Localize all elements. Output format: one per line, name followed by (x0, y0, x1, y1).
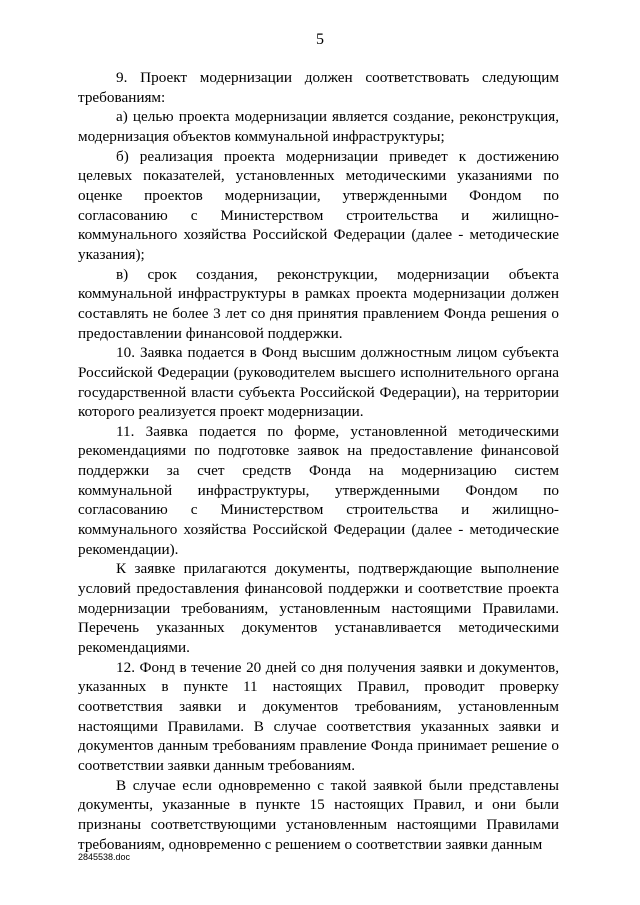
paragraph-12: 12. Фонд в течение 20 дней со дня получения заявки и документов, указанных в пункте 11 настоящих Правил, проводит проверку соответствия заявки и документов требованиям, установленным настоящими Правилами. В случае соответствия указанных заявки и документов данным требованиям правление Фонда принимает решение о соответствии заявки данным требованиям. (78, 658, 559, 774)
paragraph-11-attachments: К заявке прилагаются документы, подтверждающие выполнение условий предоставления финансовой поддержки и соответствие проекта модернизации требованиям, установленным настоящими Правилами. Перечень указанных документов устанавливается методическими рекомендациями. (78, 560, 559, 657)
paragraph-9v: в) срок создания, реконструкции, модернизации объекта коммунальной инфраструктуры в рамках проекта модернизации должен составлять не более 3 лет со дня принятия правлением Фонда решения о предоставлении финансовой поддержки. (78, 265, 559, 342)
paragraph-12-continued: В случае если одновременно с такой заявкой были представлены документы, указанные в пункте 15 настоящих Правил, и они были признаны соответствующими установленным настоящими Правилами требованиям, одновременно с решением о соответствии заявки данным (78, 776, 559, 853)
paragraph-9b: б) реализация проекта модернизации приведет к достижению целевых показателей, установленных методическими указаниями по оценке проектов модернизации, утвержденными Фондом по согласованию с Министерством строительства и жилищно-коммунального хозяйства Российской Федерации (далее - методические указания); (78, 147, 559, 263)
paragraph-10: 10. Заявка подается в Фонд высшим должностным лицом субъекта Российской Федерации (руководителем высшего исполнительного органа государственной власти субъекта Российской Федерации), на территории которого реализуется проект модернизации. (78, 344, 559, 421)
document-filename: 2845538.doc (78, 852, 131, 862)
paragraph-11: 11. Заявка подается по форме, установленной методическими рекомендациями по подготовке заявок на предоставление финансовой поддержки за счет средств Фонда на модернизацию систем коммунальной инфраструктуры, утвержденными Фондом по согласованию с Министерством строительства и жилищно-коммунального хозяйства Российской Федерации (далее - методические рекомендации). (78, 422, 559, 558)
page-number: 5 (316, 31, 324, 48)
paragraph-9a: а) целью проекта модернизации является создание, реконструкция, модернизация объектов коммунальной инфраструктуры; (78, 108, 559, 145)
paragraph-9: 9. Проект модернизации должен соответствовать следующим требованиям: (78, 69, 559, 106)
document-body (78, 68, 559, 854)
